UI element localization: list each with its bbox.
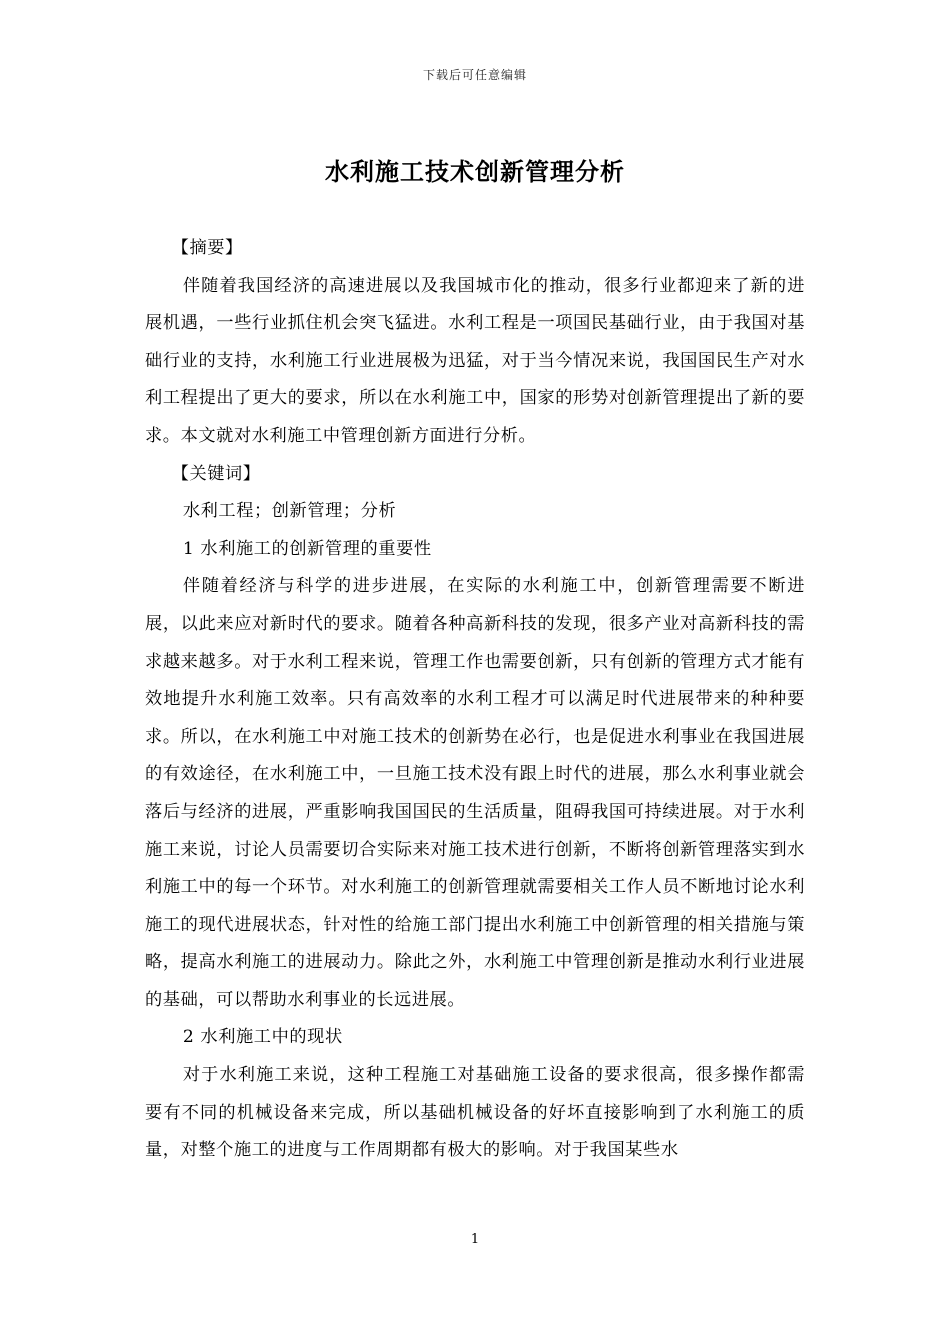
abstract-paragraph: 伴随着我国经济的高速进展以及我国城市化的推动，很多行业都迎来了新的进展机遇，一些行业抓住机会突飞猛进。水利工程是一项国民基础行业，由于我国对基础行业的支持，水利施工行业进展极为迅猛，对于当今情况来说，我国国民生产对水利工程提出了更大的要求，所以在水利施工中，国家的形势对创新管理提出了新的要求。本文就对水利施工中管理创新方面进行分析。: [145, 275, 805, 446]
section-1-heading: 1 水利施工的创新管理的重要性: [182, 538, 432, 559]
abstract-label: 【摘要】: [171, 238, 243, 258]
document-title: 水利施工技术创新管理分析: [325, 157, 625, 186]
section-2-paragraph: 对于水利施工来说，这种工程施工对基础施工设备的要求很高，很多操作都需要有不同的机械设备来完成，所以基础机械设备的好坏直接影响到了水利施工的质量，对整个施工的进度与工作周期都有极大的影响。对于我国某些水: [145, 1065, 805, 1161]
section-2-heading: 2 水利施工中的现状: [182, 1027, 343, 1048]
keywords-label: 【关键词】: [171, 463, 261, 484]
document-body: [145, 230, 805, 1170]
page-number: 1: [470, 1232, 480, 1247]
page-header-note: 下载后可任意编辑: [422, 68, 527, 82]
section-1-paragraph: 伴随着经济与科学的进步进展，在实际的水利施工中，创新管理需要不断进展，以此来应对新时代的要求。随着各种高新科技的发现，很多产业对高新科技的需求越来越多。对于水利工程来说，管理工作也需要创新，只有创新的管理方式才能有效地提升水利施工效率。只有高效率的水利工程才可以满足时代进展带来的种种要求。所以，在水利施工中对施工技术的创新势在必行，也是促进水利事业在我国进展的有效途径，在水利施工中，一旦施工技术没有跟上时代的进展，那么水利事业就会落后与经济的进展，严重影响我国国民的生活质量，阻碍我国可持续进展。对于水利施工来说，讨论人员需要切合实际来对施工技术进行创新，不断将创新管理落实到水利施工中的每一个环节。对水利施工的创新管理就需要相关工作人员不断地讨论水利施工的现代进展状态，针对性的给施工部门提出水利施工中创新管理的相关措施与策略，提高水利施工的进展动力。除此之外，水利施工中管理创新是推动水利行业进展的基础，可以帮助水利事业的长远进展。: [145, 576, 805, 1010]
keywords-paragraph: 水利工程；创新管理；分析: [182, 501, 397, 522]
